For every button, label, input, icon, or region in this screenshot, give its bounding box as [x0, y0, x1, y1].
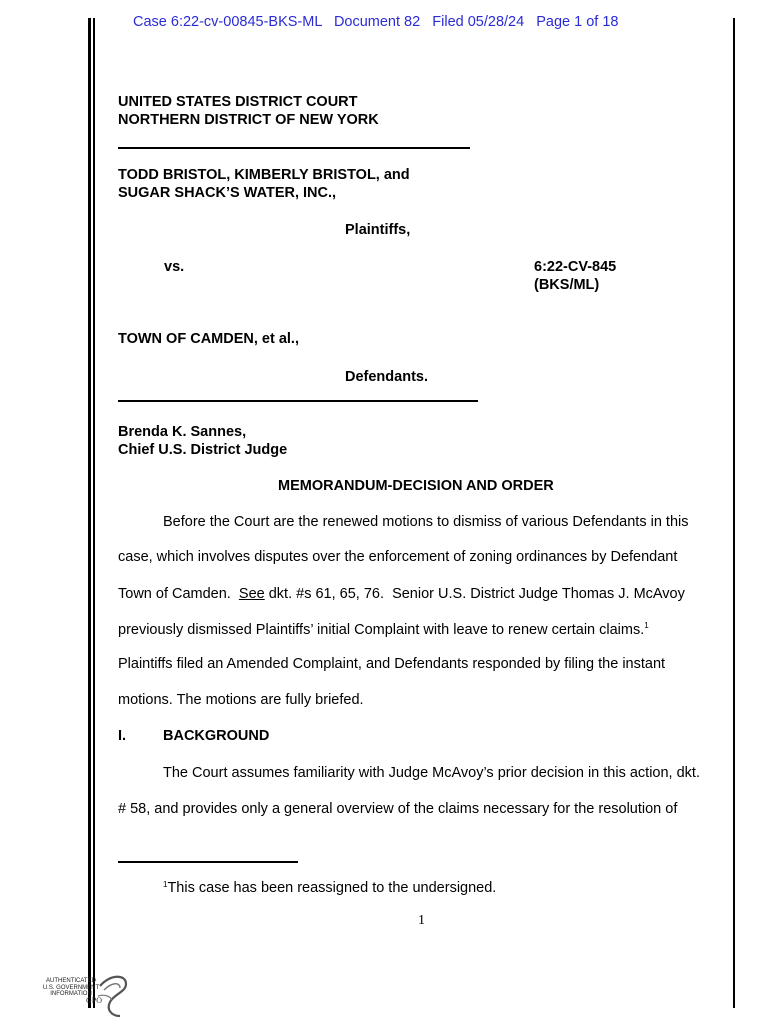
left-margin-bar-inner: [93, 18, 95, 1008]
court-district: NORTHERN DISTRICT OF NEW YORK: [118, 112, 379, 128]
body-line: Plaintiffs filed an Amended Complaint, and Defendants responded by filing the instant: [118, 656, 666, 672]
gpo-authentication-seal: [40, 972, 140, 1020]
versus-label: vs.: [164, 259, 185, 275]
body-line: Before the Court are the renewed motions to dismiss of various Defendants in this: [163, 514, 689, 530]
document-title: MEMORANDUM-DECISION AND ORDER: [278, 478, 554, 494]
gpo-seal-line: AUTHENTICATED: [46, 978, 96, 984]
body-text-segment: Town of Camden.: [118, 586, 239, 602]
body-line: # 58, and provides only a general overview of the claims necessary for the resolution of: [118, 801, 678, 817]
left-margin-bar-outer: [88, 18, 91, 1008]
see-signal: See: [238, 586, 265, 602]
footnote-marker: 1: [163, 880, 168, 889]
plaintiffs-names: TODD BRISTOL, KIMBERLY BRISTOL, and: [118, 167, 410, 183]
caption-divider-top: [118, 147, 470, 149]
page-number: 1: [418, 913, 425, 928]
gpo-seal-line: U.S. GOVERNMENT: [42, 984, 100, 991]
body-line: The Court assumes familiarity with Judge McAvoy’s prior decision in this action, dkt.: [163, 765, 700, 781]
case-number: 6:22-CV-845: [534, 259, 617, 275]
section-number: I.: [118, 728, 127, 744]
gpo-seal-mark: GPO: [86, 996, 103, 1005]
case-judges-code: (BKS/ML): [534, 277, 600, 293]
section-heading: BACKGROUND: [163, 728, 270, 744]
court-name: UNITED STATES DISTRICT COURT: [118, 94, 358, 110]
judge-title: Chief U.S. District Judge: [118, 442, 288, 458]
plaintiffs-names-cont: SUGAR SHACK’S WATER, INC.,: [118, 185, 337, 201]
right-margin-bar: [733, 18, 735, 1008]
body-line: [118, 621, 649, 638]
body-line: case, which involves disputes over the enforcement of zoning ordinances by Defendant: [118, 549, 678, 565]
body-line: motions. The motions are fully briefed.: [118, 692, 364, 708]
caption-divider-bottom: [118, 400, 478, 402]
body-text-segment: dkt. #s 61, 65, 76. Senior U.S. District Judge Thomas J. McAvoy: [264, 586, 685, 602]
body-text-segment: previously dismissed Plaintiffs’ initial Complaint with leave to renew certain claims.: [118, 622, 645, 638]
body-line: [118, 586, 685, 602]
footnote-text: This case has been reassigned to the undersigned.: [167, 880, 497, 896]
footnote-ref[interactable]: 1: [644, 621, 649, 630]
case-header-stamp: Case 6:22-cv-00845-BKS-ML Document 82 Filed 05/28/24 Page 1 of 18: [133, 14, 619, 30]
judge-name: Brenda K. Sannes,: [118, 424, 247, 440]
defendants-label: Defendants.: [345, 369, 428, 385]
footnote: [163, 880, 496, 896]
footnote-divider: [118, 861, 298, 863]
defendants-names: TOWN OF CAMDEN, et al.,: [118, 331, 299, 347]
plaintiffs-label: Plaintiffs,: [345, 222, 411, 238]
gpo-seal-line: INFORMATION: [50, 991, 92, 997]
